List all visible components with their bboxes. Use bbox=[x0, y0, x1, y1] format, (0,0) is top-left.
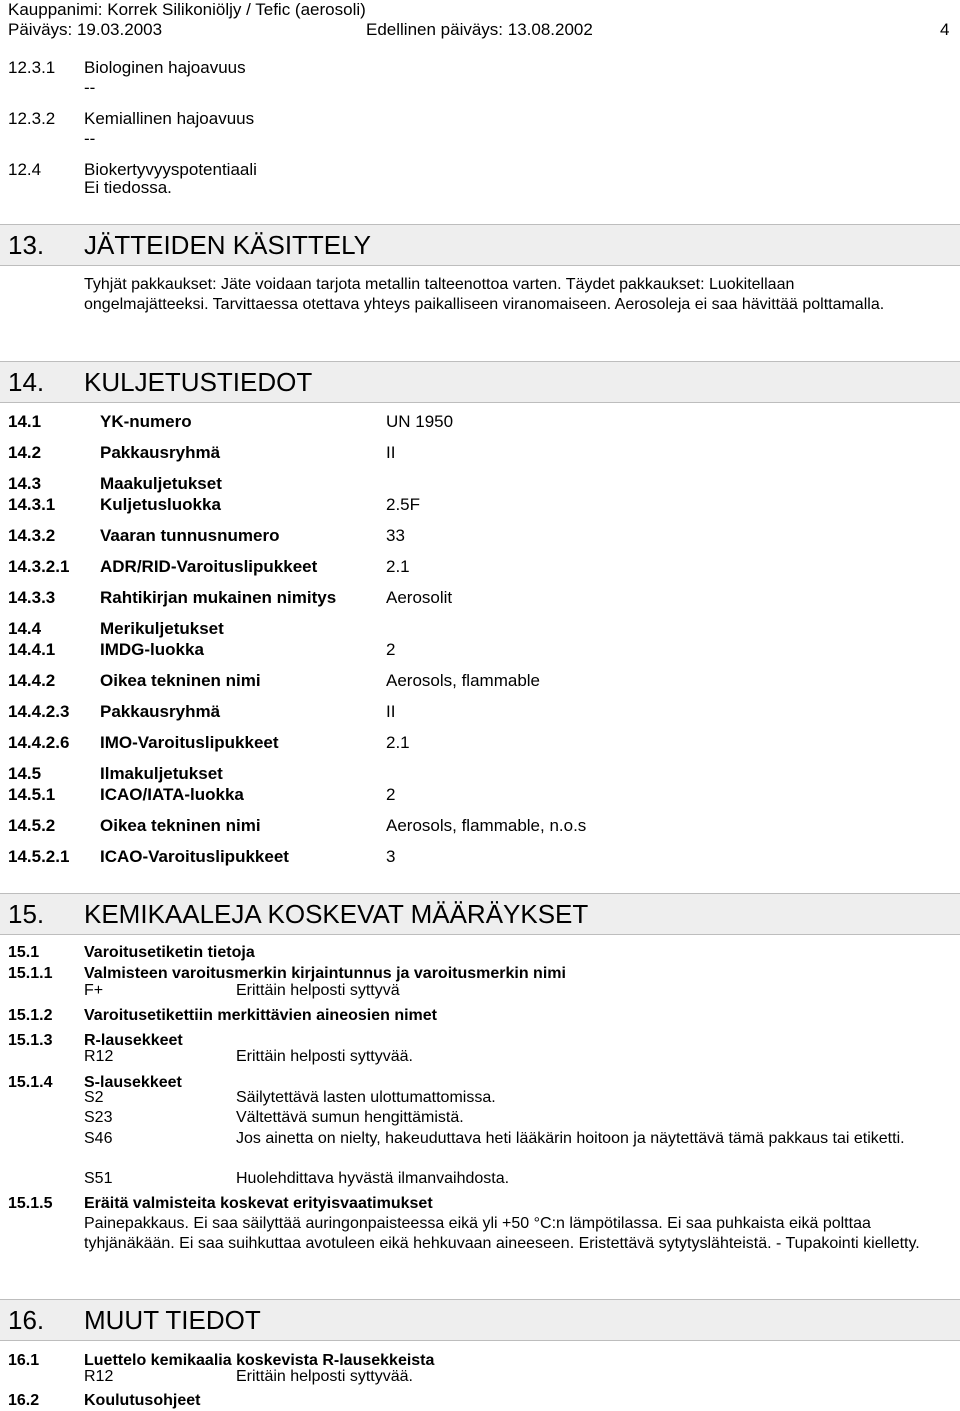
item-value: -- bbox=[84, 78, 96, 97]
row-value: Aerosols, flammable, n.o.s bbox=[386, 816, 587, 835]
row-value: II bbox=[386, 702, 396, 721]
row-label: YK-numero bbox=[100, 412, 192, 431]
row-value: 2 bbox=[386, 785, 396, 804]
section-title: JÄTTEIDEN KÄSITTELY bbox=[84, 230, 372, 260]
phrase-text: Huolehdittava hyvästä ilmanvaihdosta. bbox=[236, 1170, 510, 1187]
row-number: 14.3.2 bbox=[8, 526, 56, 545]
row-label: Oikea tekninen nimi bbox=[100, 671, 261, 690]
row-label: Rahtikirjan mukainen nimitys bbox=[100, 588, 337, 607]
row-number: 14.3.2.1 bbox=[8, 557, 70, 576]
section-number: 16. bbox=[8, 1305, 45, 1335]
section-header-14 bbox=[0, 361, 960, 403]
item-label: R-lausekkeet bbox=[84, 1032, 183, 1049]
row-label: Kuljetusluokka bbox=[100, 495, 221, 514]
phrase-text: Erittäin helposti syttyvää. bbox=[236, 1368, 413, 1385]
row-value: 2 bbox=[386, 640, 396, 659]
row-value: UN 1950 bbox=[386, 412, 454, 431]
row-number: 14.4.1 bbox=[8, 640, 56, 659]
section-number: 15. bbox=[8, 899, 45, 929]
row-label: Merikuljetukset bbox=[100, 619, 224, 638]
item-label: Biokertyvyyspotentiaali bbox=[84, 160, 257, 179]
row-label: Pakkausryhmä bbox=[100, 702, 221, 721]
row-label: ADR/RID-Varoituslipukkeet bbox=[100, 557, 318, 576]
row-number: 14.3.3 bbox=[8, 588, 56, 607]
phrase-code: R12 bbox=[84, 1048, 114, 1065]
row-label: Oikea tekninen nimi bbox=[100, 816, 261, 835]
phrase-code: S46 bbox=[84, 1130, 113, 1147]
item-number: 15.1.2 bbox=[8, 1007, 53, 1024]
special-requirements-text: Painepakkaus. Ei saa säilyttää auringonpaisteessa eikä yli +50 °C:n lämpötilassa. Ei saa puhkaista eikä polttaa tyhjänäkään. Ei saa suihkuttaa avotuleen eikä hehkuvaan aineeseen. Eristettävä sytytyslähteistä. - Tupakointi kielletty. bbox=[84, 1215, 920, 1252]
section-title: KEMIKAALEJA KOSKEVAT MÄÄRÄYKSET bbox=[84, 899, 589, 929]
row-value: 2.5F bbox=[386, 495, 421, 514]
row-value: II bbox=[386, 443, 396, 462]
phrase-text: Jos ainetta on nielty, hakeuduttava heti lääkärin hoitoon ja näytettävä tämä pakkaus tai etiketti. bbox=[236, 1130, 905, 1147]
row-label: Vaaran tunnusnumero bbox=[100, 526, 280, 545]
row-label: Pakkausryhmä bbox=[100, 443, 221, 462]
item-number: 12.3.1 bbox=[8, 58, 56, 77]
item-label: Biologinen hajoavuus bbox=[84, 58, 246, 77]
row-value: Aerosolit bbox=[386, 588, 453, 607]
phrase-text: Vältettävä sumun hengittämistä. bbox=[236, 1109, 464, 1126]
phrase-text: Erittäin helposti syttyvää. bbox=[236, 1048, 413, 1065]
row-label: Ilmakuljetukset bbox=[100, 764, 223, 783]
document-date: Päiväys: 19.03.2003 bbox=[8, 20, 163, 39]
product-name-line: Kauppanimi: Korrek Silikoniöljy / Tefic (aerosoli) bbox=[8, 0, 366, 19]
item-number: 12.3.2 bbox=[8, 109, 56, 128]
row-value: 2.1 bbox=[386, 733, 410, 752]
section-number: 14. bbox=[8, 367, 45, 397]
row-number: 14.4 bbox=[8, 619, 42, 638]
row-value: 3 bbox=[386, 847, 396, 866]
item-number: 15.1 bbox=[8, 944, 40, 961]
section-header-13 bbox=[0, 224, 960, 266]
row-label: Maakuljetukset bbox=[100, 474, 222, 493]
section-title: KULJETUSTIEDOT bbox=[84, 367, 313, 397]
item-number: 15.1.4 bbox=[8, 1074, 53, 1091]
item-label: Luettelo kemikaalia koskevista R-lausekkeista bbox=[84, 1352, 435, 1369]
row-value: 2.1 bbox=[386, 557, 410, 576]
phrase-code: S51 bbox=[84, 1170, 113, 1187]
row-number: 14.5.1 bbox=[8, 785, 56, 804]
item-label: Varoitusetiketin tietoja bbox=[84, 944, 255, 961]
row-label: ICAO-Varoituslipukkeet bbox=[100, 847, 289, 866]
row-label: ICAO/IATA-luokka bbox=[100, 785, 244, 804]
phrase-code: S23 bbox=[84, 1109, 113, 1126]
row-number: 14.4.2 bbox=[8, 671, 56, 690]
row-number: 14.3 bbox=[8, 474, 42, 493]
item-value: -- bbox=[84, 129, 96, 148]
row-label: IMDG-luokka bbox=[100, 640, 204, 659]
item-value: Ei tiedossa. bbox=[84, 178, 172, 197]
row-value: 33 bbox=[386, 526, 405, 545]
phrase-text: Säilytettävä lasten ulottumattomissa. bbox=[236, 1089, 496, 1106]
symbol-code: F+ bbox=[84, 982, 104, 999]
item-label: Valmisteen varoitusmerkin kirjaintunnus ja varoitusmerkin nimi bbox=[84, 965, 566, 982]
phrase-code: S2 bbox=[84, 1089, 104, 1106]
item-label: Kemiallinen hajoavuus bbox=[84, 109, 255, 128]
symbol-text: Erittäin helposti syttyvä bbox=[236, 982, 400, 999]
page-number: 4 bbox=[940, 20, 950, 39]
row-number: 14.1 bbox=[8, 412, 42, 431]
item-number: 16.2 bbox=[8, 1392, 40, 1409]
item-number: 12.4 bbox=[8, 160, 42, 179]
section-header-16 bbox=[0, 1299, 960, 1341]
section-title: MUUT TIEDOT bbox=[84, 1305, 261, 1335]
item-number: 16.1 bbox=[8, 1352, 40, 1369]
waste-handling-text: Tyhjät pakkaukset: Jäte voidaan tarjota metallin talteenottoa varten. Täydet pakkaukset: Luokitellaan ongelmajätteeksi. Tarvittaessa otettava yhteys paikalliseen viranomaiseen. Aerosoleja ei saa hävittää polttamalla. bbox=[84, 276, 885, 313]
item-label: Koulutusohjeet bbox=[84, 1392, 201, 1409]
item-label: Varoitusetikettiin merkittävien aineosien nimet bbox=[84, 1007, 437, 1024]
row-number: 14.4.2.6 bbox=[8, 733, 70, 752]
item-number: 15.1.1 bbox=[8, 965, 53, 982]
row-label: IMO-Varoituslipukkeet bbox=[100, 733, 279, 752]
item-label: S-lausekkeet bbox=[84, 1074, 182, 1091]
row-number: 14.5 bbox=[8, 764, 42, 783]
item-number: 15.1.3 bbox=[8, 1032, 53, 1049]
item-label: Eräitä valmisteita koskevat erityisvaatimukset bbox=[84, 1195, 433, 1212]
section-header-15 bbox=[0, 893, 960, 935]
row-number: 14.2 bbox=[8, 443, 42, 462]
row-number: 14.3.1 bbox=[8, 495, 56, 514]
row-number: 14.5.2.1 bbox=[8, 847, 70, 866]
item-number: 15.1.5 bbox=[8, 1195, 53, 1212]
previous-date: Edellinen päiväys: 13.08.2002 bbox=[366, 20, 593, 39]
row-number: 14.5.2 bbox=[8, 816, 56, 835]
phrase-code: R12 bbox=[84, 1368, 114, 1385]
row-number: 14.4.2.3 bbox=[8, 702, 70, 721]
section-number: 13. bbox=[8, 230, 45, 260]
row-value: Aerosols, flammable bbox=[386, 671, 541, 690]
